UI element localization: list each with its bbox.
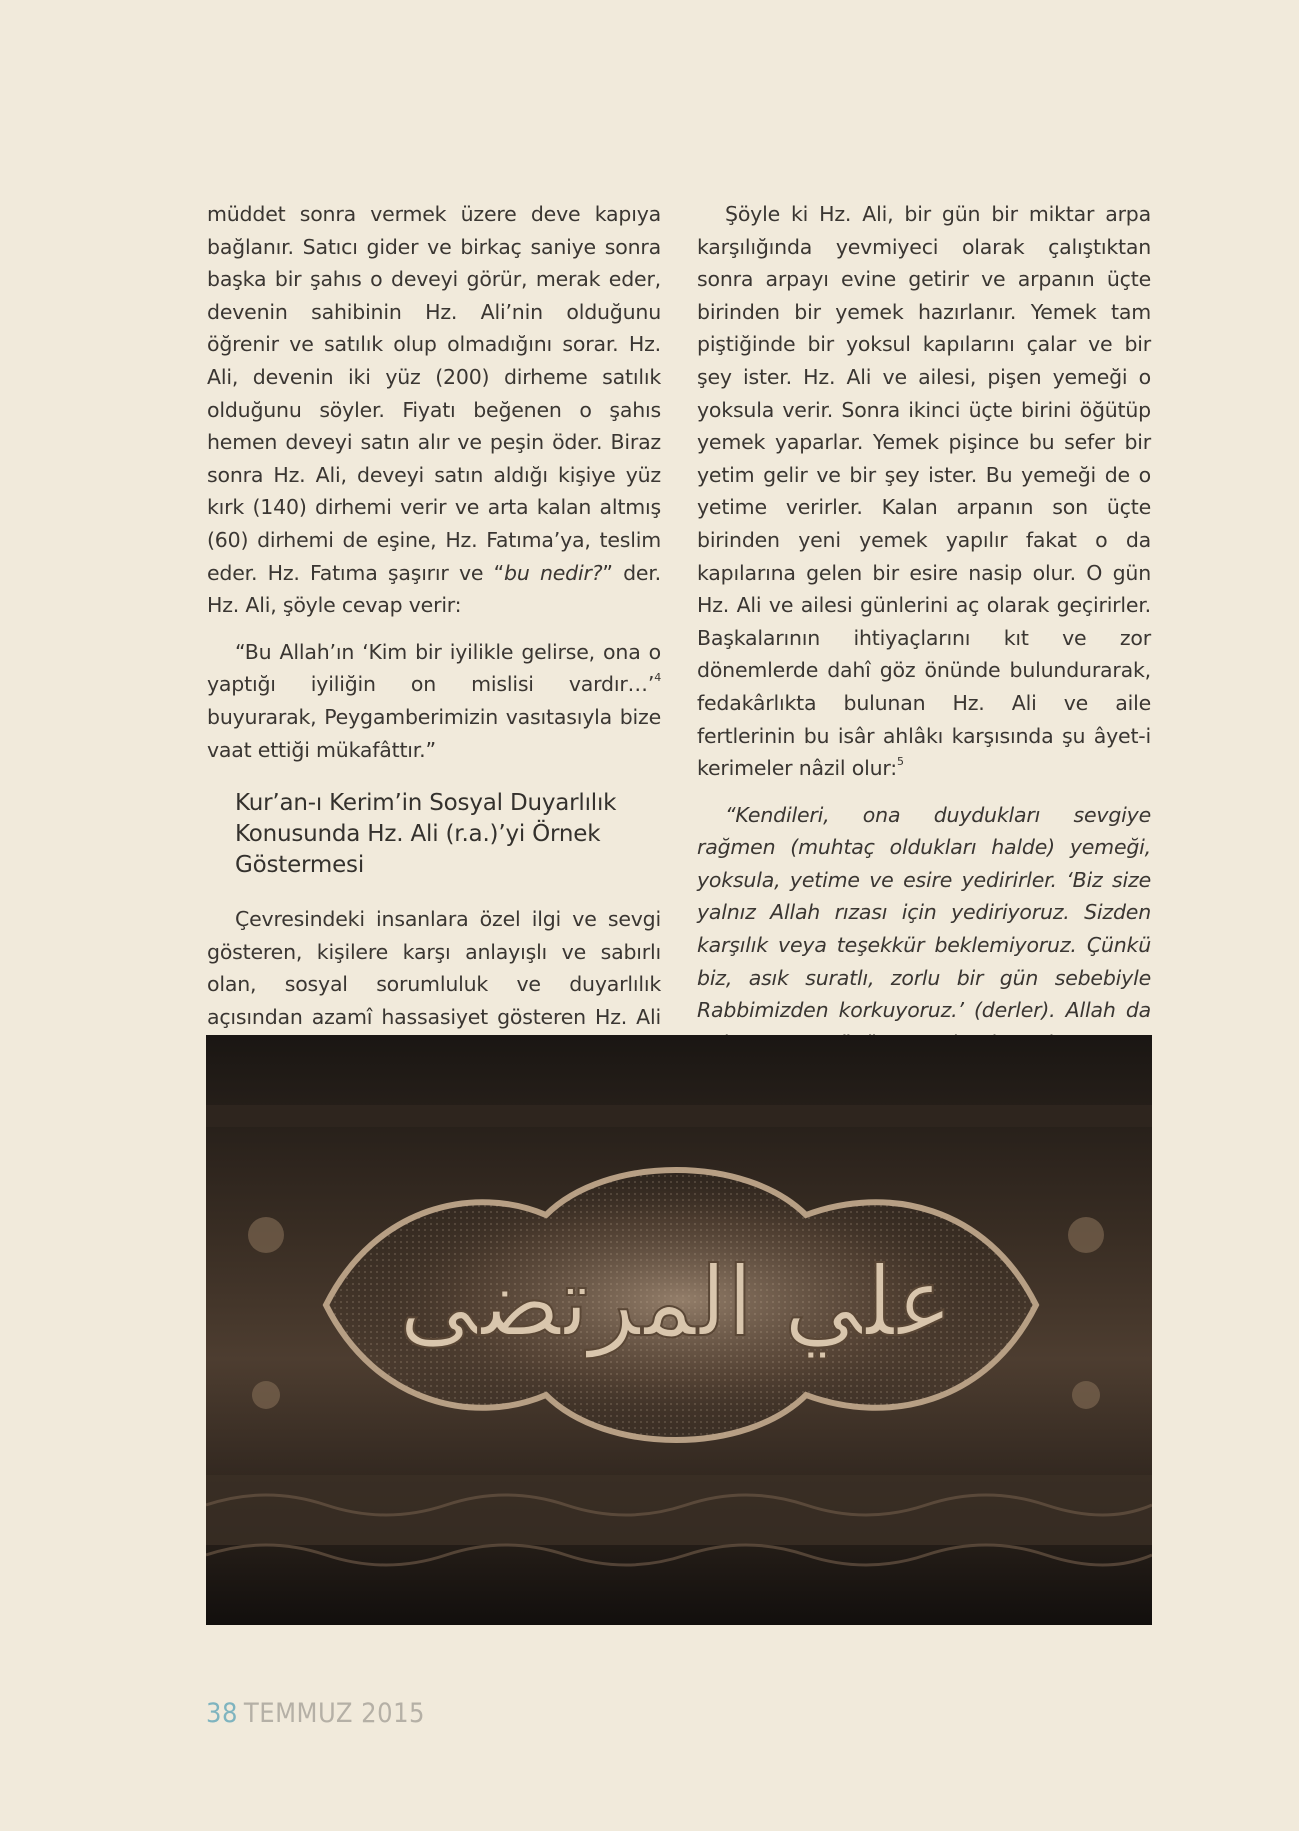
page-number: 38 [206,1698,238,1729]
issue-label: TEMMUZ 2015 [243,1698,425,1729]
section-heading: Kur’an-ı Kerim’in Sosyal Duyarlılık Konusunda Hz. Ali (r.a.)’yi Örnek Göstermesi [235,790,617,879]
left-paragraph-3: Çevresindeki insanlara özel ilgi ve sevgi gösteren, kişilere karşı anlayışlı ve sabırlı olan, sosyal sorumluluk ve duyarlılık açısından azamî hassasiyet gösteren Hz. Ali [207,907,661,1029]
footnote-ref-4: 4 [654,671,661,685]
page-footer [206,1698,425,1729]
left-quote-paragraph: “Bu Allah’ın ‘Kim bir iyilikle gelirse, ona o yaptığı iyiliğin on mislisi vardır…’$^4$ buyurarak, Peygamberimizin vasıtasıyla bize vaat ettiği mükafâttır.” [207,639,661,762]
right-paragraph-1: Şöyle ki Hz. Ali, bir gün bir miktar arpa karşılığında yevmiyeci olarak çalıştıktan sonra arpayı evine getirir ve arpanın üçte birinden bir yemek hazırlanır. Yemek tam piştiğinde bir yoksul kapılarını çalar ve bir şey ister. Hz. Ali ve ailesi, pişen yemeği o yoksula verir. Sonra ikinci üçte birini öğütüp yemek yaparlar. Yemek pişince bu sefer bir yetim gelir ve bir şey ister. Bu yemeği de o yetime verirler. Kalan arpanın son üçte birinden yeni yemek yapılır fakat o da kapılarına gelen bir esire nasip olur. O gün Hz. Ali ve ailesi günlerini aç olarak geçirirler. Başkalarının ihtiyaçlarını kıt ve zor dönemlerde dahî göz önünde bulundurarak, fedakârlıkta bulunan Hz. Ali ve aile fertlerinin bu isâr ahlâkı karşısında şu âyet-i kerimeler nâzil olur:$^5$ [697,202,1151,781]
calligraphy-text: علي المرتضى [399,1246,953,1358]
footnote-ref-5: 5 [896,755,904,769]
left-paragraph-1: müddet sonra vermek üzere deve kapıya bağlanır. Satıcı gider ve birkaç saniye sonra başka bir şahıs o deveyi görür, merak eder, devenin sahibinin Hz. Ali’nin olduğunu öğrenir ve satılık olup olmadığını sorar. Hz. Ali, devenin iki yüz (200) dirheme satılık olduğunu söyler. Fiyatı beğenen o şahıs hemen deveyi satın alır ve peşin öder. Biraz sonra Hz. Ali, deveyi satın aldığı kişiye yüz kırk (140) dirhemi verir ve arta kalan altmış (60) dirhemi de eşine, Hz. Fatıma’ya, teslim eder. Hz. Fatıma şaşırır ve “bu nedir?” der. Hz. Ali, şöyle cevap verir: [207,202,661,618]
left-column [207,198,661,1099]
right-column [697,198,1151,1092]
verse-quote: “Kendileri, ona duydukları sevgiye rağmen (muhtaç oldukları halde) yemeği, yoksula, yetime ve esire yedirirler. ‘Biz size yalnız Allah rızası için yediriyoruz. Sizden karşılık veya teşekkür beklemiyoruz. Çünkü biz, asık suratlı, zorlu bir gün sebebiyle Rabbimizden korkuyoruz.’ (derler). Allah da [697,799,1151,1092]
italic-phrase: bu nedir? [504,560,603,585]
calligraphy-photo [206,1035,1152,1625]
